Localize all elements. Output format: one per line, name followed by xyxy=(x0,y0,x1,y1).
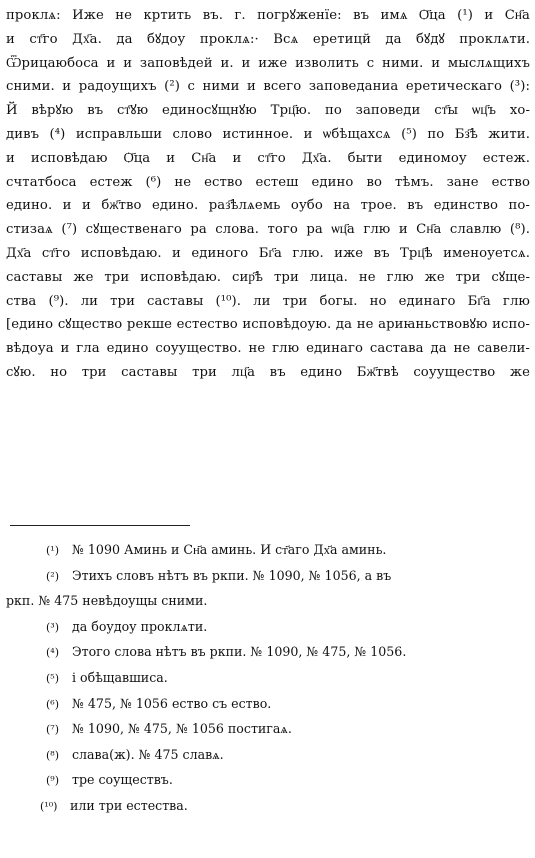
main-text-block xyxy=(6,4,530,385)
footnote-marker: (⁵) xyxy=(46,671,59,685)
footnote-9 xyxy=(6,767,530,793)
text-line: и исповѣдаю Ѻ҃ца и Сн҃а и ст҃го Дх҃а. быти единомоу естеж. xyxy=(6,150,530,166)
footnote-marker: (⁴) xyxy=(46,646,59,660)
text-line: сними. и радоущихъ (²) с ними и всего заповеданиа еретическаго (³): xyxy=(6,79,530,95)
document-page xyxy=(6,4,530,854)
footnote-text: № 1090, № 475, № 1056 постигаѧ. xyxy=(72,721,292,737)
footnote-7 xyxy=(6,716,530,742)
footnote-5 xyxy=(6,665,530,691)
footnote-marker: (²) xyxy=(46,569,59,583)
footnote-marker: (¹⁰) xyxy=(40,799,58,813)
footnote-text: Этого слова нѣтъ въ ркпи. № 1090, № 475, № 1056. xyxy=(72,644,407,660)
footnote-4 xyxy=(6,639,530,665)
text-line: ства (⁹). ли три саставы (¹⁰). ли три богы. но единаго Бг҃а глю xyxy=(6,293,530,309)
footnote-marker: (⁸) xyxy=(46,748,59,762)
text-line: проклѧ: Иже не кртить въ. г. погрꙋженїе: въ имѧ Ѻ҃ца (¹) и Сн҃а xyxy=(6,8,530,23)
text-line: сꙋю. но три саставы три лц҃а въ едино Бж҃твѣ соуущество же xyxy=(6,364,530,380)
footnote-1 xyxy=(6,537,530,563)
text-line: Ѿрицаюбоса и и заповѣдей и. и иже изволить с ними. и мыслѧщихъ xyxy=(6,55,530,71)
footnote-text: да боудоу проклѧти. xyxy=(72,618,208,634)
footnote-text: ркп. № 475 невѣдоущы сними. xyxy=(6,593,208,609)
footnote-marker: (⁹) xyxy=(46,774,59,788)
footnote-2-continued xyxy=(6,588,530,614)
text-line: Дх҃а ст҃го исповѣдаю. и единого Бг҃а глю. иже въ Трц҃ѣ именоуетсѧ. xyxy=(6,245,530,261)
footnote-8 xyxy=(6,742,530,768)
footnote-text: № 1090 Аминь и Сн҃а аминь. И ст҃аго Дх҃а аминь. xyxy=(72,542,387,557)
footnote-2 xyxy=(6,563,530,589)
footnote-marker: (³) xyxy=(46,620,59,634)
footnote-marker: (⁶) xyxy=(46,697,59,711)
text-line: стизаѧ (⁷) сꙋщественаго ра слова. того ра ѡц҃а глю и Сн҃а славлю (⁸). xyxy=(6,222,530,238)
text-line: дивъ (⁴) исправльши слово истинное. и ѡбѣщахсѧ (⁵) по Бз҃ѣ жити. xyxy=(6,126,530,142)
text-line: Й вѣрꙋю въ ст҃ꙋю единосꙋщнꙋю Трц҃ю. по заповеди ст҃ы ѡц҃ъ хо- xyxy=(6,103,530,119)
footnote-text: тре соуществъ. xyxy=(72,772,173,788)
text-line: и ст҃го Дх҃а. да бꙋдоу проклѧ:· Всѧ еретицй да бꙋдꙋ проклѧти. xyxy=(6,31,530,47)
text-line: саставы же три исповѣдаю. сир҃ѣ три лица. не глю же три сꙋще- xyxy=(6,269,530,285)
footnote-text: № 475, № 1056 ество съ ество. xyxy=(72,695,272,711)
text-line: едино. и и бж҃тво едино. раз҃ѣлѧемь оубо на трое. въ единство по- xyxy=(6,198,530,214)
text-line: [едино сꙋщество рекше естество исповѣдоую. да не ариꙗньствовꙋю испо- xyxy=(6,317,530,333)
footnote-separator xyxy=(10,525,190,526)
footnote-text: или три естества. xyxy=(70,797,188,813)
footnote-6 xyxy=(6,691,530,717)
footnote-text: слава(ж). № 475 славѧ. xyxy=(72,746,224,762)
footnote-marker: (⁷) xyxy=(46,723,59,737)
footnote-marker: (¹) xyxy=(46,544,59,557)
footnote-text: і обѣщавшиса. xyxy=(72,669,168,685)
footnote-10 xyxy=(6,793,530,819)
text-line: вѣдоуа и гла едино соуущество. не глю единаго састава да не савели- xyxy=(6,341,530,357)
footnote-3 xyxy=(6,614,530,640)
footnote-text: Этихъ словъ нѣтъ въ ркпи. № 1090, № 1056, а въ xyxy=(72,567,392,583)
text-line: счтатбоса естеж (⁶) не ество естеш едино во тѣмъ. зане ество xyxy=(6,174,530,190)
footnotes-block xyxy=(6,537,530,819)
